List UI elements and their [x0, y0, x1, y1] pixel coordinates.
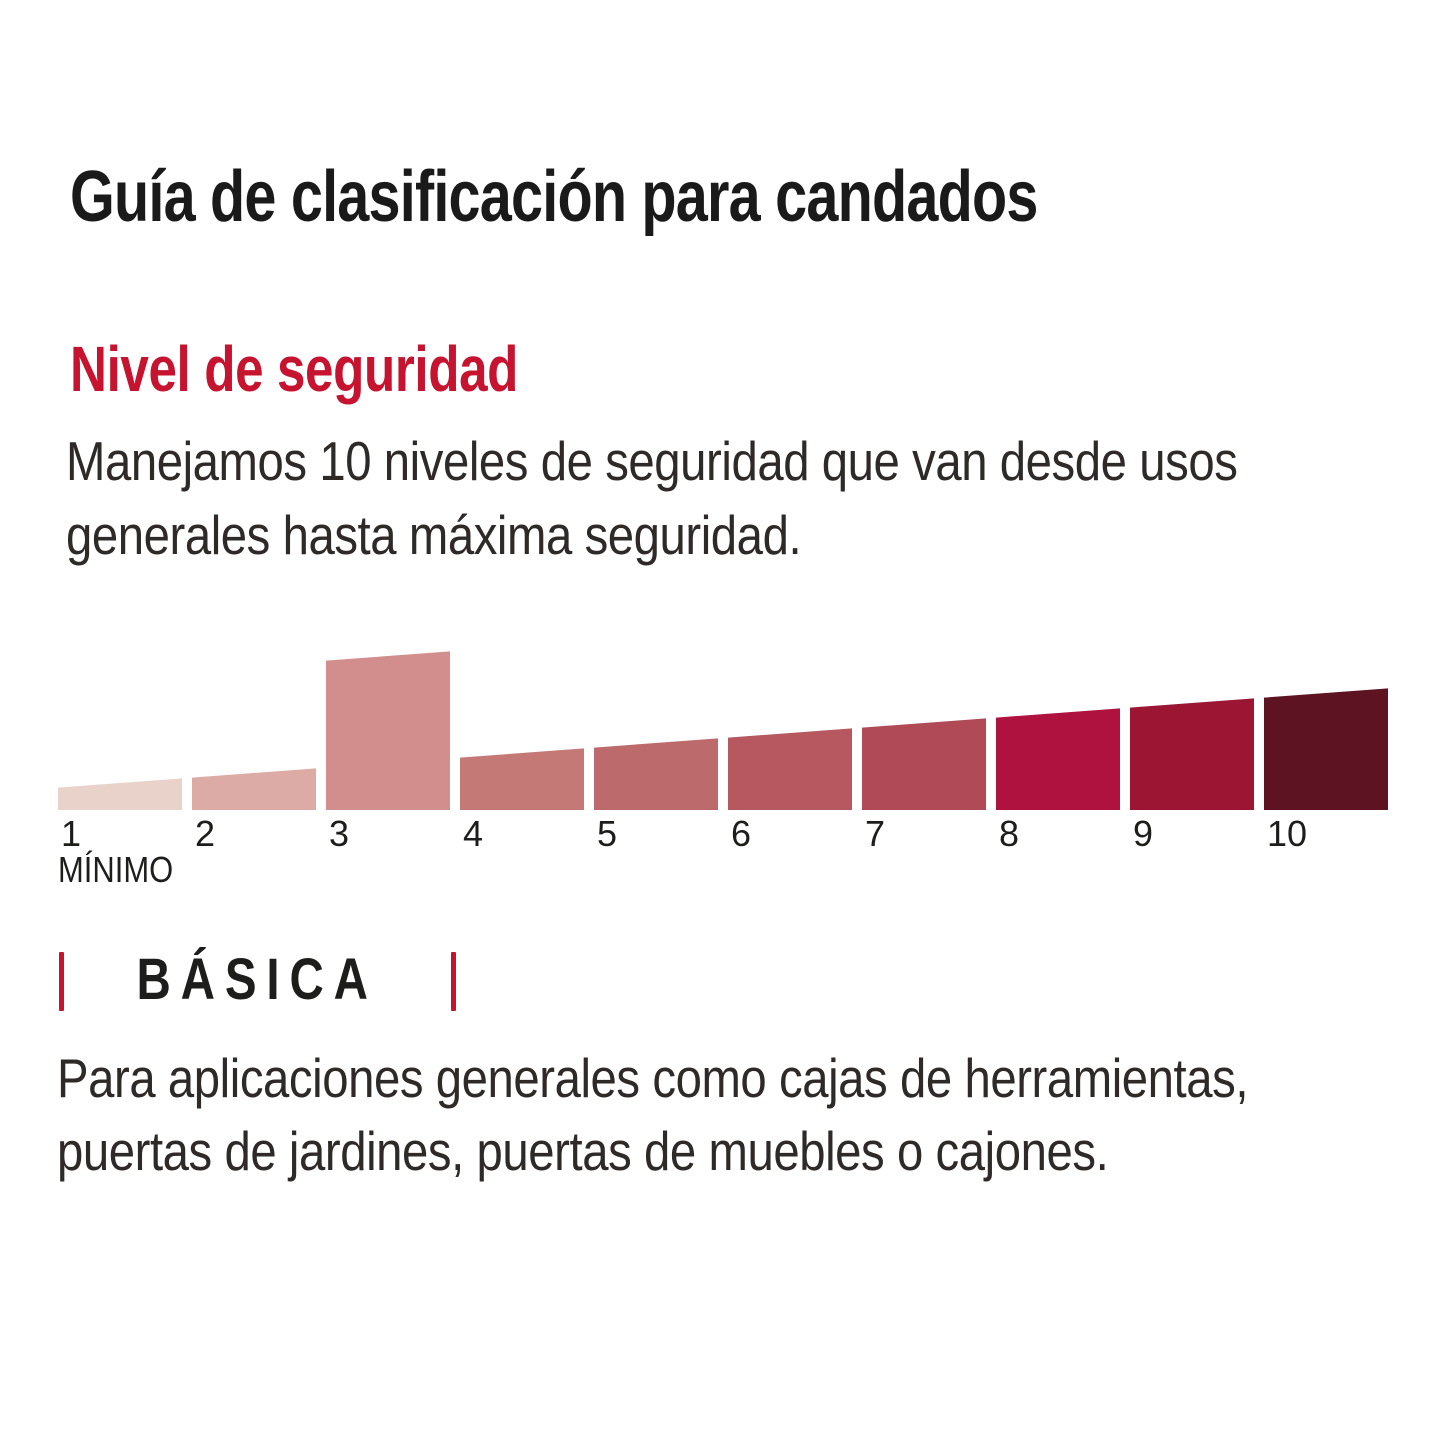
- minimum-label: [58, 850, 192, 890]
- security-level-bar-5: [594, 738, 718, 810]
- page-title: [70, 158, 1279, 237]
- section-heading: [70, 334, 630, 404]
- category-tick-right-icon: [451, 952, 456, 1011]
- security-level-bar-6: [728, 728, 852, 810]
- security-level-bar-7: [862, 718, 986, 810]
- category-description: [57, 1042, 1442, 1188]
- security-level-bar-1: [58, 778, 182, 810]
- section-description-line2: generales hasta máxima seguridad.: [66, 504, 802, 566]
- security-level-bar-9: [1130, 698, 1254, 810]
- bar-number-6: 6: [731, 813, 752, 854]
- section-description: [66, 424, 1428, 572]
- bar-number-10: 10: [1267, 813, 1308, 854]
- bar-number-1: 1: [61, 813, 82, 854]
- bar-number-4: 4: [463, 813, 484, 854]
- minimum-label-text: MÍNIMO: [58, 849, 174, 890]
- bar-number-5: 5: [597, 813, 618, 854]
- category-label-text: BÁSICA: [136, 947, 379, 1012]
- security-level-bar-2: [192, 768, 316, 810]
- bar-number-2: 2: [195, 813, 216, 854]
- security-level-bar-3: [326, 651, 450, 810]
- bar-number-8: 8: [999, 813, 1020, 854]
- section-description-line1: Manejamos 10 niveles de seguridad que van desde usos: [66, 430, 1238, 492]
- bar-number-3: 3: [329, 813, 350, 854]
- page-title-text: Guía de clasificación para candados: [70, 157, 1038, 237]
- security-level-bar-8: [996, 708, 1120, 810]
- category-description-line1: Para aplicaciones generales como cajas de herramientas,: [57, 1047, 1249, 1109]
- category-description-line2: puertas de jardines, puertas de muebles o cajones.: [57, 1120, 1109, 1182]
- bar-number-7: 7: [865, 813, 886, 854]
- bar-number-9: 9: [1133, 813, 1154, 854]
- category-label: [59, 948, 456, 1012]
- security-level-bar-10: [1264, 688, 1388, 810]
- section-heading-text: Nivel de seguridad: [70, 333, 519, 405]
- security-level-bar-4: [460, 748, 584, 810]
